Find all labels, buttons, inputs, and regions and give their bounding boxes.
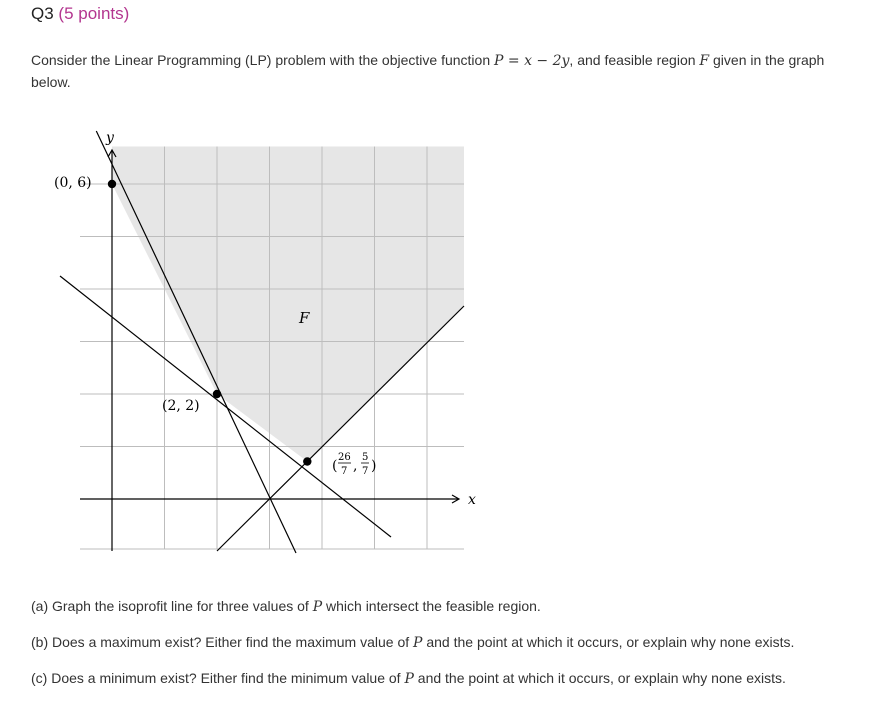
vertex-2-2 bbox=[213, 390, 221, 398]
part-a bbox=[31, 598, 541, 615]
intro-text-2: , and feasible region bbox=[569, 52, 700, 68]
part-b-text: (b) Does a maximum exist? Either find the maximum value of bbox=[31, 634, 414, 650]
vertex-label-3-den2: 7 bbox=[362, 466, 369, 477]
feasible-region-graph bbox=[40, 125, 480, 560]
vertex-label-3-sep: , bbox=[353, 458, 358, 474]
question-number: Q3 bbox=[31, 4, 54, 23]
vertex-label-3-open: ( bbox=[332, 458, 338, 474]
part-a-math-P: P bbox=[312, 599, 323, 615]
vertex-0-6 bbox=[108, 180, 116, 188]
part-c-math-P: P bbox=[404, 671, 414, 687]
part-c bbox=[31, 670, 786, 687]
part-a-suffix: which intersect the feasible region. bbox=[322, 598, 541, 614]
intro-math-P: P bbox=[494, 53, 504, 69]
x-axis-label: x bbox=[468, 492, 476, 508]
part-c-text: (c) Does a minimum exist? Either find the minimum value of bbox=[31, 670, 405, 686]
part-a-text: (a) Graph the isoprofit line for three values of bbox=[31, 598, 313, 614]
vertex-label-26-7-5-7 bbox=[332, 452, 376, 477]
y-axis-label: y bbox=[106, 130, 114, 146]
vertex-label-2-2: (2, 2) bbox=[162, 398, 200, 414]
part-b bbox=[31, 634, 794, 651]
vertex-label-3-num2: 5 bbox=[362, 452, 369, 463]
intro-math-F: F bbox=[699, 53, 710, 69]
region-label-F: F bbox=[299, 309, 310, 327]
vertex-26-7-5-7 bbox=[303, 457, 311, 465]
part-b-math-P: P bbox=[413, 635, 423, 651]
vertex-label-3-num1: 26 bbox=[338, 452, 351, 463]
part-b-suffix: and the point at which it occurs, or explain why none exists. bbox=[422, 634, 795, 650]
intro-text-3: given in the graph below. bbox=[31, 52, 825, 90]
part-c-suffix: and the point at which it occurs, or explain why none exists. bbox=[413, 670, 786, 686]
vertex-label-3-close: ) bbox=[371, 458, 377, 474]
question-title bbox=[31, 4, 129, 24]
intro-math-expr: = x − 2y bbox=[503, 53, 570, 69]
vertex-label-0-6: (0, 6) bbox=[54, 175, 92, 191]
question-points: (5 points) bbox=[58, 4, 130, 23]
vertex-label-3-den1: 7 bbox=[341, 466, 348, 477]
intro-text-1: Consider the Linear Programming (LP) problem with the objective function bbox=[31, 52, 495, 68]
question-intro bbox=[31, 50, 851, 93]
